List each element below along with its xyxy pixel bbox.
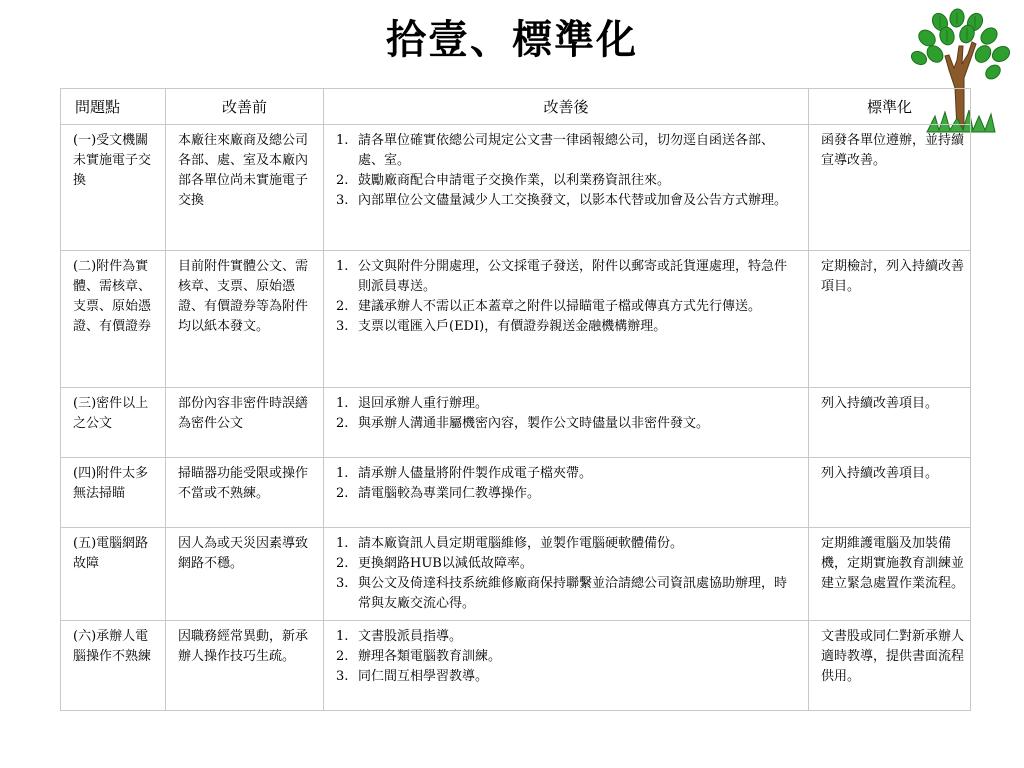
step-text: 更換網路HUB以減低故障率。	[358, 556, 533, 571]
before-cell: 本廠往來廠商及總公司各部、處、室及本廠內部各單位尚未實施電子交換	[166, 125, 324, 251]
improvement-steps	[336, 394, 796, 434]
after-cell	[324, 251, 809, 388]
standard-cell: 定期維護電腦及加裝備機，定期實施教育訓練並建立緊急處置作業流程。	[809, 528, 971, 621]
improvement-step	[336, 574, 796, 614]
table-header-row	[61, 89, 971, 125]
step-text: 公文與附件分開處理，公文採電子發送，附件以郵寄或託貨運處理，特急件則派員專送。	[358, 259, 788, 294]
before-cell: 目前附件實體公文、需核章、支票、原始憑證、有價證券等為附件均以紙本發文。	[166, 251, 324, 388]
problem-cell: (五)電腦網路故障	[61, 528, 166, 621]
step-number: 2.	[336, 299, 349, 314]
step-number: 1.	[336, 466, 349, 481]
improvement-step	[336, 484, 796, 504]
step-text: 請各單位確實依總公司規定公文書一律函報總公司，切勿逕自函送各部、處、室。	[358, 133, 775, 168]
header-problem: 問題點	[61, 89, 166, 125]
improvement-step	[336, 131, 796, 171]
improvement-step	[336, 394, 796, 414]
improvement-step	[336, 414, 796, 434]
improvement-step	[336, 647, 796, 667]
step-text: 請電腦較為專業同仁教導操作。	[358, 486, 541, 501]
step-number: 2.	[336, 649, 349, 664]
step-number: 2.	[336, 416, 349, 431]
table-row	[61, 528, 971, 621]
problem-cell: (四)附件太多無法掃瞄	[61, 458, 166, 528]
step-number: 1.	[336, 133, 349, 148]
after-cell	[324, 621, 809, 711]
step-number: 1.	[336, 259, 349, 274]
step-number: 2.	[336, 486, 349, 501]
step-text: 同仁間互相學習教導。	[358, 669, 489, 684]
improvement-step	[336, 297, 796, 317]
step-text: 退回承辦人重行辦理。	[358, 396, 489, 411]
step-text: 支票以電匯入戶(EDI)，有價證券親送金融機構辦理。	[358, 319, 667, 334]
improvement-step	[336, 534, 796, 554]
before-cell: 部份內容非密件時誤繕為密件公文	[166, 388, 324, 458]
step-text: 內部單位公文儘量減少人工交換發文，以影本代替或加會及公告方式辦理。	[358, 193, 788, 208]
problem-cell: (一)受文機關未實施電子交換	[61, 125, 166, 251]
after-cell	[324, 125, 809, 251]
improvement-step	[336, 627, 796, 647]
step-text: 鼓勵廠商配合申請電子交換作業，以利業務資訊往來。	[358, 173, 671, 188]
improvement-step	[336, 464, 796, 484]
improvement-step	[336, 667, 796, 687]
step-number: 1.	[336, 629, 349, 644]
step-text: 與承辦人溝通非屬機密內容，製作公文時儘量以非密件發文。	[358, 416, 710, 431]
step-text: 請本廠資訊人員定期電腦維修，並製作電腦硬軟體備份。	[358, 536, 684, 551]
step-number: 1.	[336, 536, 349, 551]
step-text: 辦理各類電腦教育訓練。	[358, 649, 502, 664]
step-number: 3.	[336, 669, 349, 684]
problem-cell: (六)承辦人電腦操作不熟練	[61, 621, 166, 711]
step-number: 3.	[336, 319, 349, 334]
improvement-step	[336, 554, 796, 574]
problem-cell: (三)密件以上之公文	[61, 388, 166, 458]
step-number: 3.	[336, 193, 349, 208]
table-row	[61, 458, 971, 528]
header-before: 改善前	[166, 89, 324, 125]
after-cell	[324, 458, 809, 528]
improvement-steps	[336, 627, 796, 687]
step-number: 1.	[336, 396, 349, 411]
step-text: 文書股派員指導。	[358, 629, 463, 644]
improvement-steps	[336, 131, 796, 211]
standardization-table	[60, 88, 971, 711]
improvement-steps	[336, 464, 796, 504]
improvement-steps	[336, 257, 796, 337]
improvement-steps	[336, 534, 796, 614]
step-text: 與公文及倚達科技系統維修廠商保持聯繫並洽請總公司資訊處協助辦理，時常與友廠交流心得。	[358, 576, 788, 611]
after-cell	[324, 388, 809, 458]
table-row	[61, 251, 971, 388]
improvement-step	[336, 317, 796, 337]
improvement-step	[336, 257, 796, 297]
problem-cell: (二)附件為實體、需核章、支票、原始憑證、有價證券	[61, 251, 166, 388]
standard-cell: 列入持續改善項目。	[809, 458, 971, 528]
after-cell	[324, 528, 809, 621]
step-number: 2.	[336, 173, 349, 188]
table-row	[61, 621, 971, 711]
improvement-step	[336, 191, 796, 211]
step-text: 請承辦人儘量將附件製作成電子檔夾帶。	[358, 466, 593, 481]
step-number: 3.	[336, 576, 349, 591]
table-row	[61, 388, 971, 458]
page-title: 拾壹、標準化	[386, 16, 638, 63]
step-text: 建議承辦人不需以正本蓋章之附件以掃瞄電子檔或傳真方式先行傳送。	[358, 299, 762, 314]
standard-cell: 定期檢討，列入持續改善項目。	[809, 251, 971, 388]
table-row	[61, 125, 971, 251]
before-cell: 因職務經常異動，新承辦人操作技巧生疏。	[166, 621, 324, 711]
step-number: 2.	[336, 556, 349, 571]
before-cell: 因人為或天災因素導致網路不穩。	[166, 528, 324, 621]
standard-cell: 函發各單位遵辦，並持續宣導改善。	[809, 125, 971, 251]
before-cell: 掃瞄器功能受限或操作不當或不熟練。	[166, 458, 324, 528]
header-standard: 標準化	[809, 89, 971, 125]
improvement-step	[336, 171, 796, 191]
standard-cell: 文書股或同仁對新承辦人適時教導，提供書面流程供用。	[809, 621, 971, 711]
header-after: 改善後	[324, 89, 809, 125]
standard-cell: 列入持續改善項目。	[809, 388, 971, 458]
table-body	[61, 125, 971, 711]
